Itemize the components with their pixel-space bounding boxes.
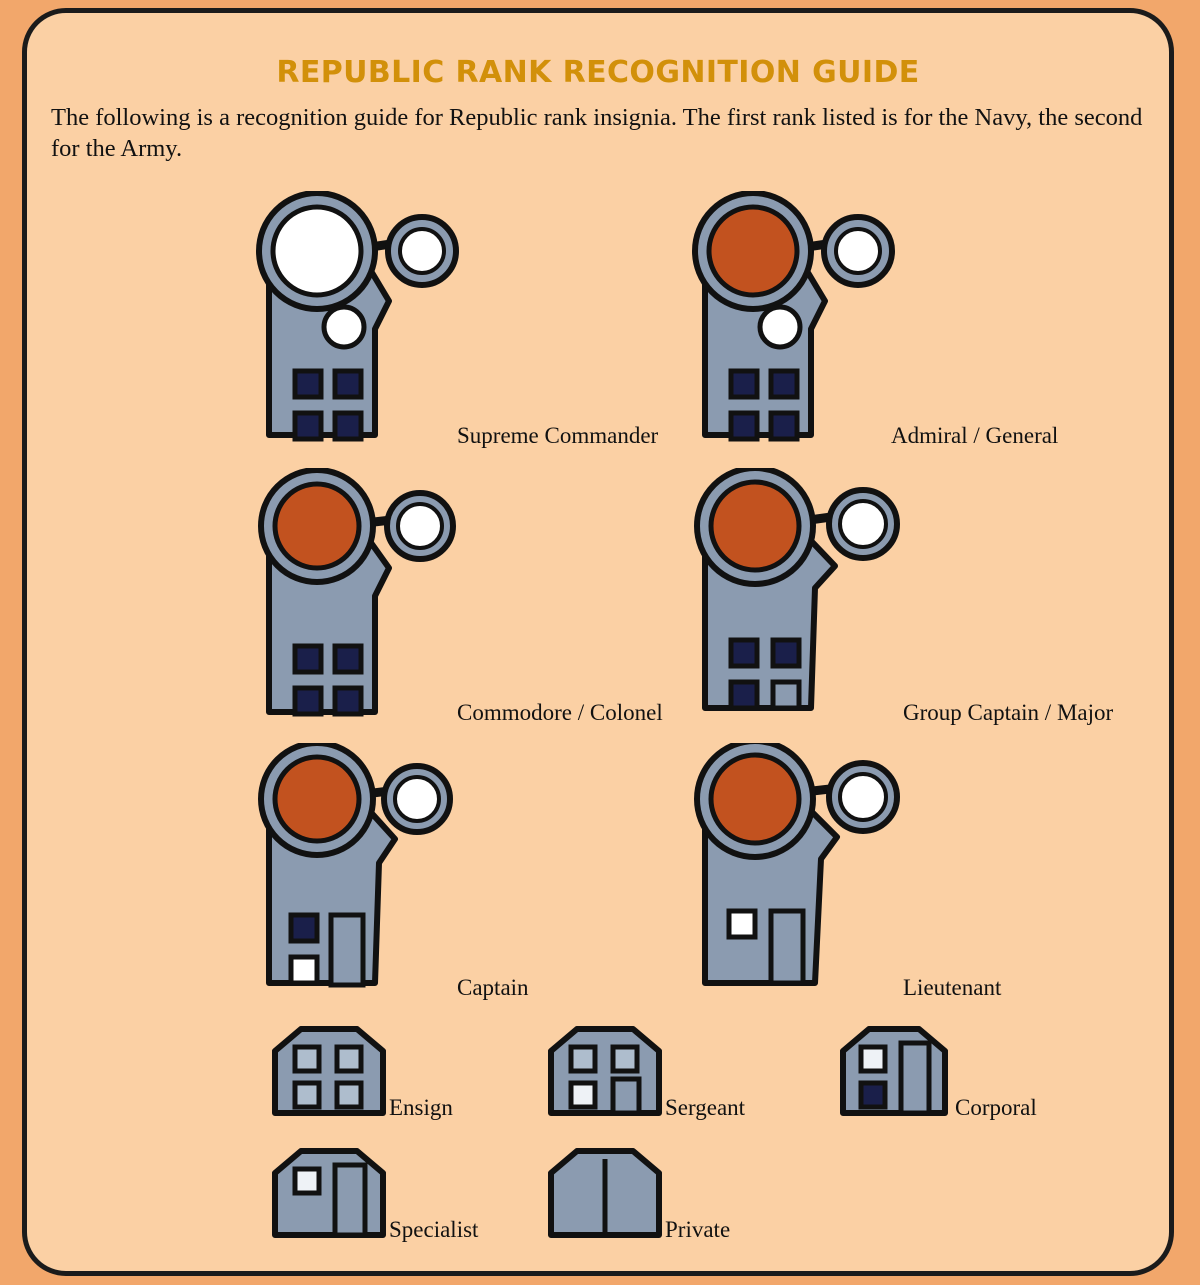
rank-label-commodore-colonel: Commodore / Colonel (457, 700, 663, 725)
rank-label-ensign: Ensign (389, 1095, 453, 1120)
rank-label-corporal: Corporal (955, 1095, 1037, 1120)
rank-badge-admiral-general (675, 191, 895, 443)
page-title: REPUBLIC RANK RECOGNITION GUIDE (276, 55, 920, 90)
rank-label-lieutenant: Lieutenant (903, 975, 1002, 1000)
rank-label-captain: Captain (457, 975, 529, 1000)
rank-label-admiral-general: Admiral / General (891, 423, 1059, 448)
rank-badge-supreme-commander (239, 191, 459, 443)
rank-label-sergeant: Sergeant (665, 1095, 746, 1120)
rank-badge-sergeant (543, 1021, 667, 1121)
rank-badge-commodore-colonel (239, 468, 459, 720)
rank-label-specialist: Specialist (389, 1217, 479, 1242)
rank-badge-private (543, 1143, 667, 1243)
rank-label-private: Private (665, 1217, 731, 1242)
rank-badge-ensign (267, 1021, 391, 1121)
rank-badge-corporal (835, 1021, 953, 1121)
rank-label-supreme-commander: Supreme Commander (457, 423, 659, 448)
rank-badge-lieutenant (675, 743, 905, 995)
rank-badge-group-captain-major (675, 468, 905, 720)
rank-badge-captain (239, 743, 459, 995)
rank-badge-specialist (267, 1143, 391, 1243)
intro-paragraph: The following is a recognition guide for Republic rank insignia. The first rank listed is for the Navy, the second for the Army. (51, 104, 1143, 163)
rank-label-group-captain-major: Group Captain / Major (903, 700, 1114, 725)
guide-sheet (22, 8, 1174, 1276)
